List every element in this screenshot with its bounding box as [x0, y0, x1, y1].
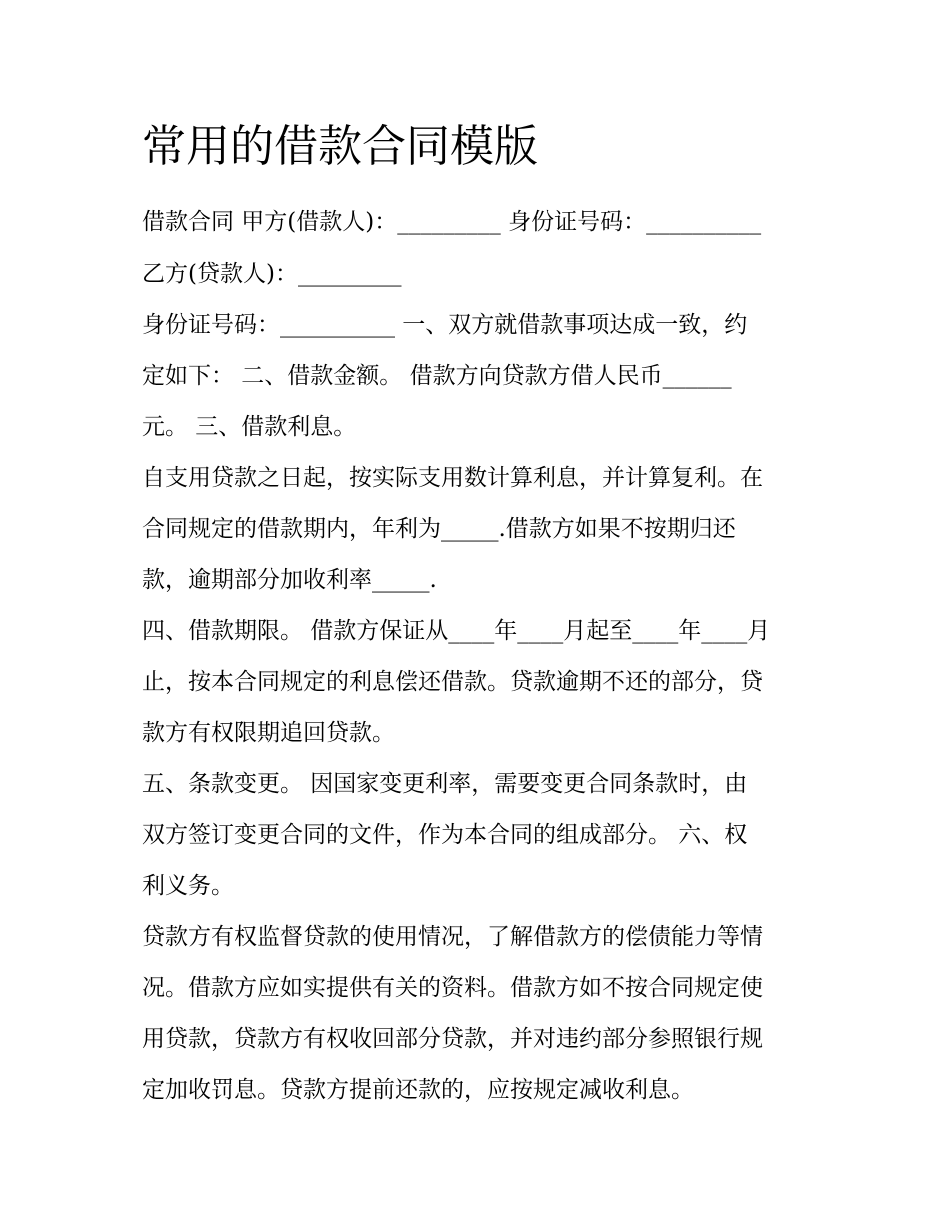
document-title: 常用的借款合同模版 [142, 121, 538, 172]
text-line-12: 五、条款变更。 因国家变更利率，需要变更合同条款时，由 [142, 771, 748, 797]
text-line-3: 身份证号码：__________ 一、双方就借款事项达成一致，约 [142, 312, 748, 338]
text-line-11: 款方有权限期追回贷款。 [142, 720, 395, 746]
text-line-17: 用贷款，贷款方有权收回部分贷款，并对违约部分参照银行规 [142, 1026, 763, 1052]
text-line-18: 定加收罚息。贷款方提前还款的，应按规定减收利息。 [142, 1077, 694, 1103]
text-line-10: 止，按本合同规定的利息偿还借款。贷款逾期不还的部分，贷 [142, 669, 763, 695]
text-line-7: 合同规定的借款期内，年利为_____.借款方如果不按期归还 [142, 516, 736, 542]
text-line-2: 乙方(贷款人)：_________ [142, 261, 402, 287]
text-line-8: 款，逾期部分加收利率_____. [142, 567, 437, 593]
text-line-14: 利义务。 [142, 873, 234, 899]
text-line-1: 借款合同 甲方(借款人)：_________ 身份证号码：__________ [142, 209, 762, 235]
text-line-4: 定如下： 二、借款金额。 借款方向贷款方借人民币______ [142, 363, 732, 389]
text-line-6: 自支用贷款之日起，按实际支用数计算利息，并计算复利。在 [142, 465, 763, 491]
text-line-9: 四、借款期限。 借款方保证从____年____月起至____年____月 [142, 618, 771, 644]
text-line-15: 贷款方有权监督贷款的使用情况，了解借款方的偿债能力等情 [142, 924, 763, 950]
text-line-13: 双方签订变更合同的文件，作为本合同的组成部分。 六、权 [142, 822, 748, 848]
text-line-5: 元。 三、借款利息。 [142, 414, 357, 440]
text-line-16: 况。借款方应如实提供有关的资料。借款方如不按合同规定使 [142, 975, 763, 1001]
